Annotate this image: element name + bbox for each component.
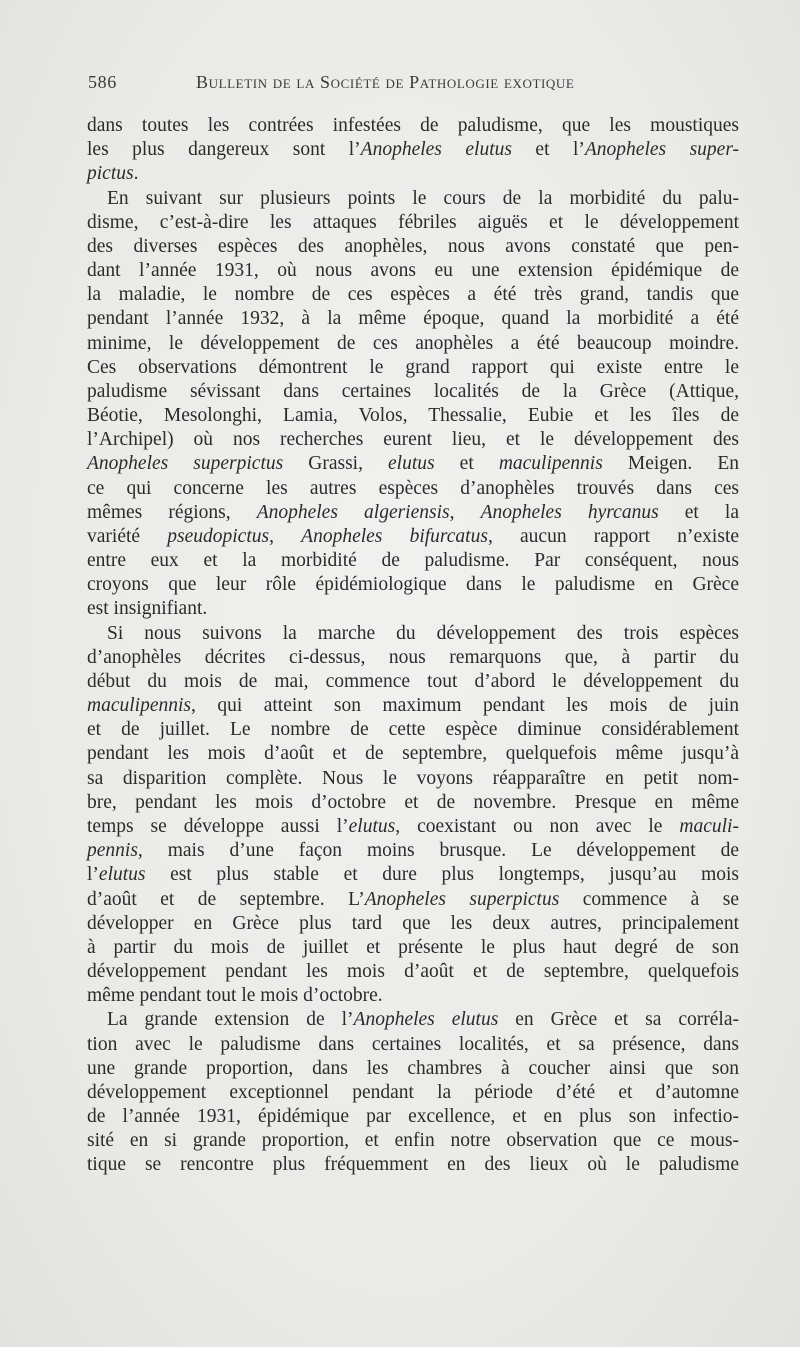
text-line <box>87 1033 739 1057</box>
text-line <box>87 839 739 863</box>
text-run: bre, pendant les mois d’octobre et de novembre. Presque en même <box>87 791 739 813</box>
text-line <box>87 1081 739 1105</box>
text-run: est plus stable et dure plus longtemps, jusqu’au mois <box>145 864 739 886</box>
italic-term: maculipennis <box>498 453 603 475</box>
text-line <box>87 1057 739 1081</box>
page-header <box>88 72 728 96</box>
text-line <box>87 452 739 476</box>
text-run: des diverses espèces des anophèles, nous avons constaté que pen- <box>87 235 739 257</box>
text-line <box>87 187 739 211</box>
body-text <box>87 114 739 1178</box>
text-line <box>87 235 739 259</box>
text-line <box>87 1129 739 1153</box>
italic-term: Anopheles superpictus <box>87 453 284 475</box>
page-number: 586 <box>88 72 117 92</box>
text-run: développement pendant les mois d’août et de septembre, quelquefois <box>87 961 739 983</box>
text-run: pendant l’année 1932, à la même époque, quand la morbidité a été <box>87 308 739 330</box>
text-line <box>87 162 739 186</box>
text-line <box>87 767 739 791</box>
text-line <box>87 573 739 597</box>
text-line <box>87 138 739 162</box>
italic-term: elutus <box>348 815 396 837</box>
text-line <box>87 259 739 283</box>
text-run: de l’année 1931, épidémique par excellence, et en plus son infectio- <box>87 1106 739 1128</box>
text-run: minime, le développement de ces anophèles a été beaucoup moindre. <box>87 332 739 354</box>
text-run: et l’ <box>511 139 585 161</box>
italic-term: elutus <box>388 453 435 475</box>
text-run: développement exceptionnel pendant la période d’été et d’automne <box>87 1081 739 1103</box>
text-line <box>87 332 739 356</box>
paragraph <box>87 1008 739 1177</box>
text-run: disme, c’est-à-dire les attaques fébriles aiguës et le développement <box>87 211 739 233</box>
text-run: commence à se <box>559 888 740 910</box>
text-run: développer en Grèce plus tard que les deux autres, principalement <box>87 912 739 934</box>
text-run: Béotie, Mesolonghi, Lamia, Volos, Thessalie, Eubie et les îles de <box>87 405 739 427</box>
text-run: , coexistant ou non avec le <box>395 815 680 837</box>
text-line <box>87 863 739 887</box>
text-run: et la <box>658 501 740 523</box>
text-run: à partir du mois de juillet et présente le plus haut degré de son <box>87 936 739 958</box>
text-run: la maladie, le nombre de ces espèces a été très grand, tandis que <box>87 284 739 306</box>
text-run: sité en si grande proportion, et enfin notre observation que ce mous- <box>87 1130 739 1152</box>
paragraph <box>87 187 739 622</box>
text-run: , mais d’une façon moins brusque. Le développement de <box>137 840 739 862</box>
text-line <box>87 549 739 573</box>
text-run: En suivant sur plusieurs points le cours de la morbidité du palu- <box>107 187 739 209</box>
italic-term: Anopheles super- <box>584 139 740 161</box>
text-run: Grassi, <box>283 453 389 475</box>
text-line <box>87 597 739 621</box>
italic-term: Anopheles hyrcanus <box>480 501 659 523</box>
text-run: dans toutes les contrées infestées de paludisme, que les moustiques <box>87 115 739 136</box>
text-run: tion avec le paludisme dans certaines localités, et sa présence, dans <box>87 1033 739 1055</box>
text-line <box>87 114 739 138</box>
italic-term: pseudopictus <box>167 525 270 547</box>
text-run: d’août et de septembre. L’ <box>87 888 365 910</box>
italic-term: maculi- <box>679 815 739 837</box>
text-line <box>87 888 739 912</box>
text-run: et <box>434 453 499 475</box>
text-run: entre eux et la morbidité de paludisme. Par conséquent, nous <box>87 550 739 572</box>
text-line <box>87 404 739 428</box>
text-run: , aucun rapport n’existe <box>487 525 740 547</box>
text-run: une grande proportion, dans les chambres à coucher ainsi que son <box>87 1057 739 1079</box>
text-run: l’ <box>87 864 99 886</box>
text-run: , <box>269 525 302 547</box>
text-run: l’Archipel) où nos recherches eurent lieu, et le développement des <box>87 429 739 451</box>
text-run: en Grèce et sa corréla- <box>498 1009 740 1031</box>
text-run: variété <box>87 525 168 547</box>
text-line <box>87 670 739 694</box>
text-run: Si nous suivons la marche du développement des trois espèces <box>107 622 739 644</box>
paragraph <box>87 622 739 1009</box>
text-line <box>87 477 739 501</box>
running-title: Bulletin de la Société de Pathologie exotique <box>196 72 575 92</box>
paragraph <box>87 114 739 187</box>
text-run: Meigen. En <box>602 453 740 475</box>
text-run: Ces observations démontrent le grand rapport qui existe entre le <box>87 356 739 378</box>
text-line <box>87 211 739 235</box>
italic-term: Anopheles bifurcatus <box>301 525 488 547</box>
text-run: dant l’année 1931, où nous avons eu une extension épidémique de <box>87 260 739 282</box>
text-line <box>87 718 739 742</box>
text-line <box>87 791 739 815</box>
text-line <box>87 984 739 1008</box>
text-run: les plus dangereux sont l’ <box>87 139 361 161</box>
text-line <box>87 960 739 984</box>
text-run: La grande extension de l’ <box>107 1009 354 1031</box>
text-line <box>87 912 739 936</box>
text-run: sa disparition complète. Nous le voyons réapparaître en petit nom- <box>87 767 739 789</box>
text-run: pendant les mois d’août et de septembre, quelquefois même jusqu’à <box>87 743 739 765</box>
text-run: croyons que leur rôle épidémiologique dans le paludisme en Grèce <box>87 574 739 596</box>
italic-term: maculipennis <box>87 695 191 717</box>
text-line <box>87 646 739 670</box>
text-run: ce qui concerne les autres espèces d’anophèles trouvés dans ces <box>87 477 739 499</box>
italic-term: elutus <box>98 864 146 886</box>
text-line <box>87 936 739 960</box>
text-run: , qui atteint son maximum pendant les mois de juin <box>190 695 739 717</box>
text-run: début du mois de mai, commence tout d’abord le développement du <box>87 670 739 692</box>
text-line <box>87 1153 739 1177</box>
text-run: d’anophèles décrites ci-dessus, nous remarquons que, à partir du <box>87 646 739 668</box>
italic-term: Anopheles elutus <box>360 139 512 161</box>
text-run: temps se développe aussi l’ <box>87 815 349 837</box>
text-line <box>87 742 739 766</box>
text-run: , <box>449 501 481 523</box>
text-run: même pendant tout le mois d’octobre. <box>87 985 383 1007</box>
text-line <box>87 525 739 549</box>
text-line <box>87 694 739 718</box>
text-run: et de juillet. Le nombre de cette espèce diminue considérablement <box>87 719 739 741</box>
text-run: . <box>133 163 139 185</box>
text-line <box>87 356 739 380</box>
text-line <box>87 307 739 331</box>
text-line <box>87 1105 739 1129</box>
text-line <box>87 501 739 525</box>
text-run: est insignifiant. <box>87 598 208 620</box>
italic-term: pictus <box>87 163 134 185</box>
text-line <box>87 815 739 839</box>
text-run: tique se rencontre plus fréquemment en des lieux où le paludisme <box>87 1154 739 1176</box>
text-line <box>87 1008 739 1032</box>
text-line <box>87 380 739 404</box>
text-line <box>87 428 739 452</box>
italic-term: Anopheles algeriensis <box>256 501 450 523</box>
text-run: mêmes régions, <box>87 501 257 523</box>
text-line <box>87 283 739 307</box>
italic-term: Anopheles superpictus <box>364 888 560 910</box>
italic-term: Anopheles elutus <box>353 1009 499 1031</box>
italic-term: pennis <box>87 840 138 862</box>
text-run: paludisme sévissant dans certaines localités de la Grèce (Attique, <box>87 380 739 402</box>
text-line <box>87 622 739 646</box>
